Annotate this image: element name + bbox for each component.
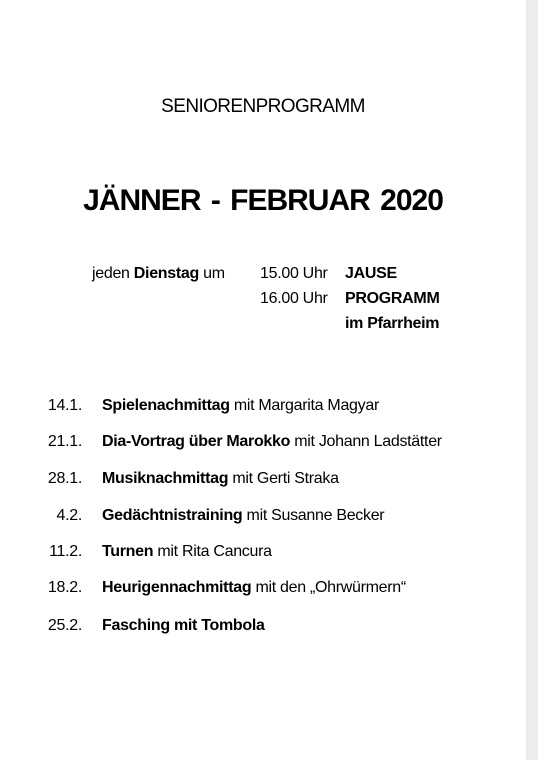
event-title: Dia-Vortrag über Marokko	[102, 433, 291, 450]
program-title: JÄNNER - FEBRUAR 2020	[83, 184, 443, 217]
event-text	[102, 430, 442, 454]
event-title: Gedächtnistraining	[102, 507, 243, 524]
event-title: Fasching mit Tombola	[102, 617, 265, 634]
event-text	[102, 394, 379, 418]
event-text	[102, 576, 406, 600]
schedule-prefix: jeden	[92, 265, 134, 282]
event-text	[102, 504, 384, 528]
event-detail: mit den „Ohrwürmern“	[251, 579, 406, 596]
event-date: 25.2.	[47, 617, 82, 634]
schedule-day	[92, 262, 225, 286]
event-title: Musiknachmittag	[102, 470, 229, 487]
schedule-time-1: 15.00 Uhr	[260, 265, 328, 282]
schedule-time-2: 16.00 Uhr	[260, 290, 328, 307]
event-title: Heurigennachmittag	[102, 579, 252, 596]
event-date: 14.1.	[47, 397, 82, 414]
event-title: Turnen	[102, 543, 154, 560]
event-title: Spielenachmittag	[102, 397, 230, 414]
event-date: 4.2.	[56, 507, 82, 524]
schedule-weekday: Dienstag	[133, 265, 199, 282]
event-text	[102, 614, 265, 638]
event-date: 21.1.	[47, 433, 82, 450]
event-text	[102, 467, 339, 491]
event-date: 28.1.	[47, 470, 82, 487]
schedule-activity-2: PROGRAMM	[345, 290, 440, 307]
event-detail: mit Gerti Straka	[228, 470, 339, 487]
event-date: 18.2.	[47, 579, 82, 596]
program-header: SENIORENPROGRAMM	[161, 96, 365, 117]
event-text	[102, 540, 272, 564]
schedule-suffix: um	[198, 265, 225, 282]
event-detail: mit Johann Ladstätter	[290, 433, 442, 450]
schedule-activity-1: JAUSE	[345, 265, 397, 282]
event-detail: mit Susanne Becker	[242, 507, 385, 524]
schedule-location: im Pfarrheim	[345, 315, 440, 332]
event-detail: mit Rita Cancura	[153, 543, 272, 560]
page-edge	[526, 0, 538, 760]
event-detail: mit Margarita Magyar	[229, 397, 379, 414]
event-date: 11.2.	[49, 543, 82, 560]
